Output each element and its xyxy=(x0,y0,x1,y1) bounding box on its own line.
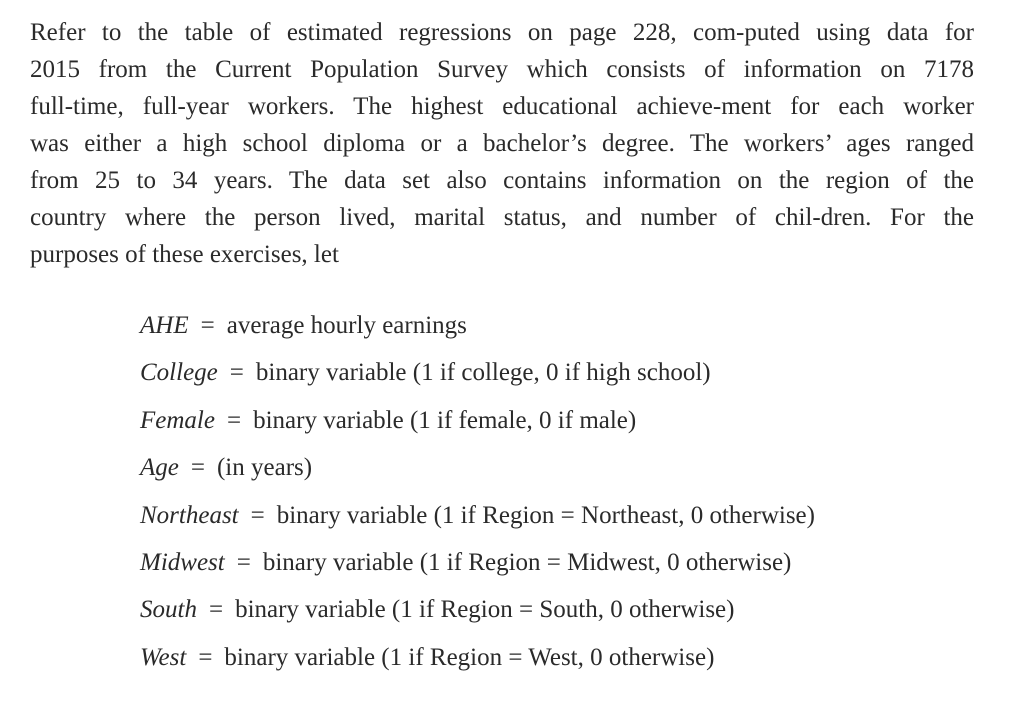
definition-ahe xyxy=(140,306,815,353)
variable-description: binary variable (1 if Region = South, 0 otherwise) xyxy=(235,596,735,624)
equals-sign: = xyxy=(236,548,251,576)
definition-midwest xyxy=(140,543,815,590)
definition-female xyxy=(140,401,815,448)
definition-south xyxy=(140,590,815,637)
equals-sign: = xyxy=(226,406,242,434)
variable-name: Midwest xyxy=(140,548,225,576)
definition-college xyxy=(140,353,815,400)
variable-name: South xyxy=(140,596,197,624)
variable-description: average hourly earnings xyxy=(226,312,467,339)
paragraph-line: full-time, full-year workers. The highest educational achieve-ment for each worker xyxy=(30,93,974,120)
equals-sign: = xyxy=(200,312,215,339)
paragraph-line: 2015 from the Current Population Survey which consists of information on 7178 xyxy=(30,56,974,83)
definition-northeast xyxy=(140,496,815,543)
variable-description: binary variable (1 if Region = Midwest, 0 otherwise) xyxy=(262,548,792,576)
equals-sign: = xyxy=(190,454,205,482)
variable-name: College xyxy=(140,359,218,387)
paragraph-line: purposes of these exercises, let xyxy=(30,241,339,268)
variable-name: West xyxy=(140,643,187,671)
paragraph-line: from 25 to 34 years. The data set also contains information on the region of the xyxy=(30,167,974,194)
variable-name: AHE xyxy=(140,312,189,339)
paragraph-line: was either a high school diploma or a bachelor’s degree. The workers’ ages ranged xyxy=(30,130,974,157)
variable-description: binary variable (1 if female, 0 if male) xyxy=(253,406,637,434)
variable-name: Age xyxy=(140,454,179,482)
intro-paragraph xyxy=(30,14,974,273)
equals-sign: = xyxy=(229,359,244,387)
variable-name: Northeast xyxy=(140,501,239,529)
definition-west xyxy=(140,638,815,685)
variable-description: binary variable (1 if Region = West, 0 otherwise) xyxy=(224,643,715,671)
variable-description: binary variable (1 if college, 0 if high school) xyxy=(255,359,711,387)
equals-sign: = xyxy=(250,501,265,529)
variable-name: Female xyxy=(140,406,215,434)
variable-description: binary variable (1 if Region = Northeast, 0 otherwise) xyxy=(276,501,815,529)
equals-sign: = xyxy=(208,596,224,624)
variable-definitions xyxy=(140,306,815,685)
equals-sign: = xyxy=(198,643,213,671)
paragraph-line: Refer to the table of estimated regressions on page 228, com-puted using data for xyxy=(30,19,974,46)
definition-age xyxy=(140,448,815,495)
variable-description: (in years) xyxy=(216,454,313,482)
paragraph-line: country where the person lived, marital status, and number of chil-dren. For the xyxy=(30,204,974,231)
